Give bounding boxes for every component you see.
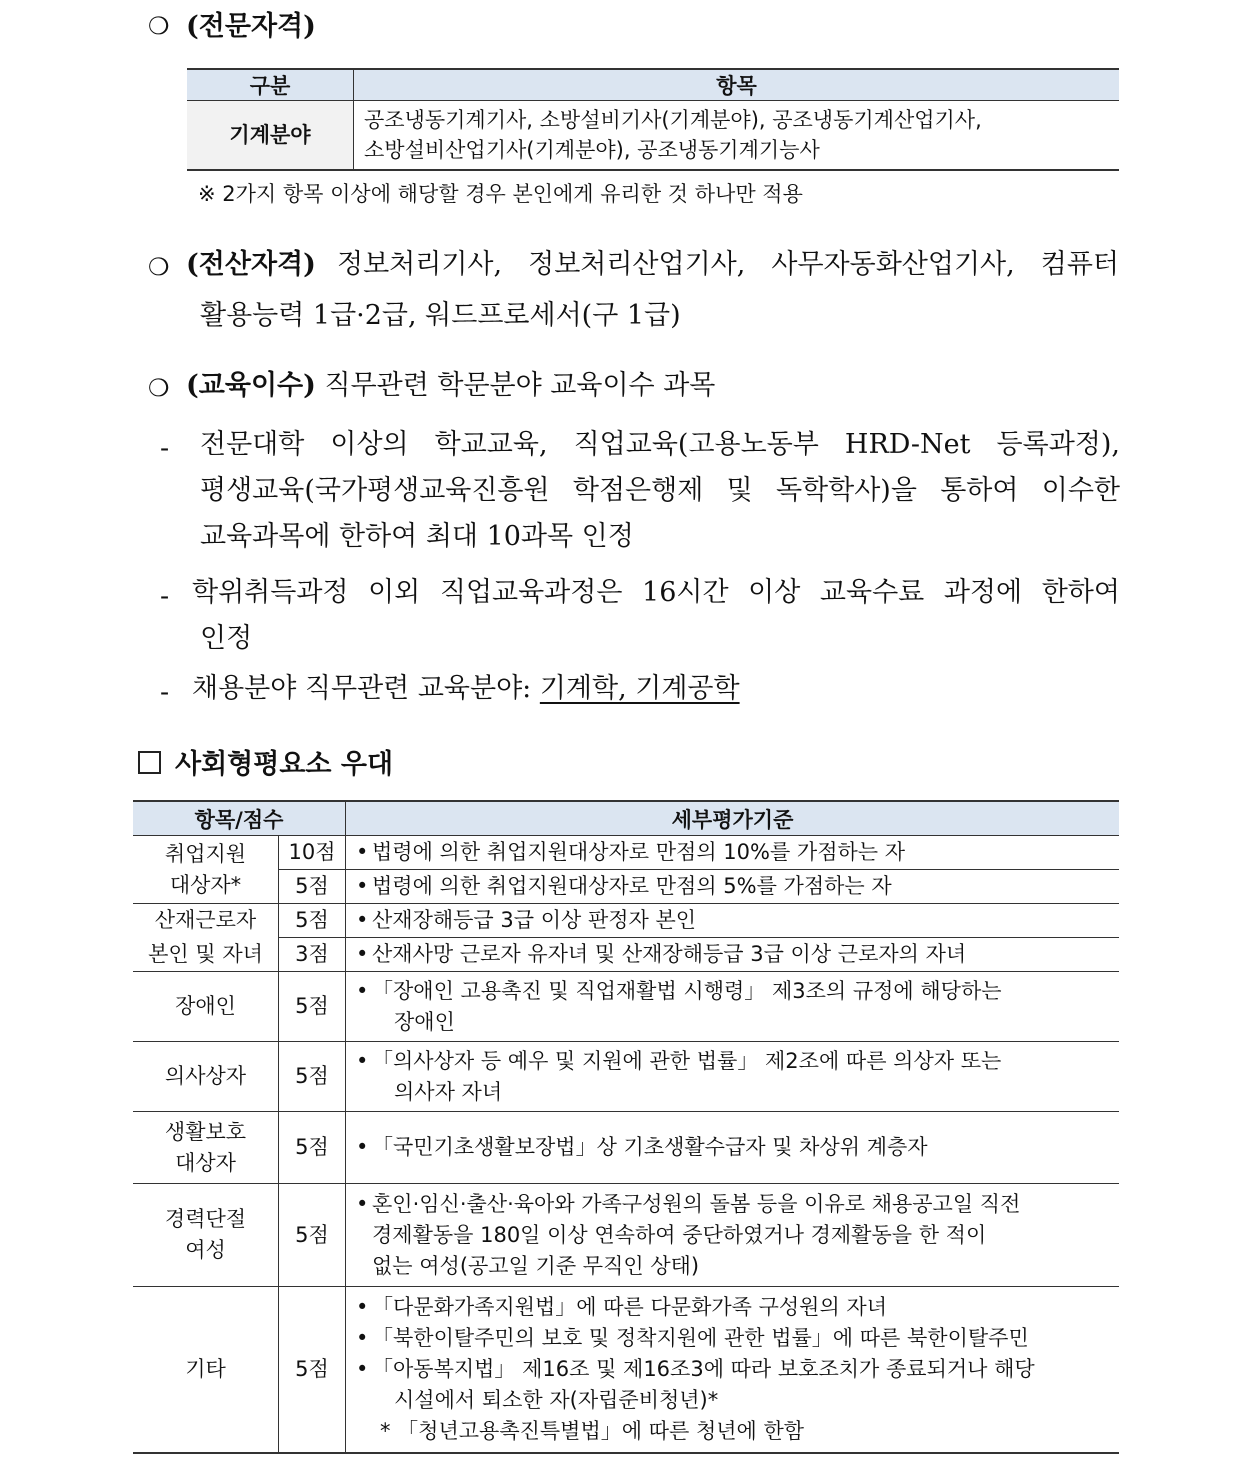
education-item1-line1 [200,420,1120,470]
row-category: 기계분야 [187,101,354,171]
criteria-text: 「장애인 고용촉진 및 직업재활법 시행령」 제3조의 규정에 해당하는 [372,978,1002,1003]
score: 3점 [279,938,346,972]
score: 5점 [279,1287,346,1453]
score: 5점 [279,870,346,904]
word: 평생교육(국가평생교육진흥원 [200,475,550,506]
category-livelihood [133,1112,279,1184]
criteria [346,938,1120,972]
word: 이상 [748,577,801,608]
category-employment-support [133,836,279,904]
category-industrial-accident: 산재근로자 [133,904,279,938]
word: 정보처리산업기사, [528,249,746,280]
criteria-text: 산재사망 근로자 유자녀 및 산재장해등급 3급 이상 근로자의 자녀 [372,942,967,966]
word: 학위취득과정 [192,577,349,608]
social-equity-heading [138,742,393,781]
word: 직업교육(고용노동부 [573,429,819,460]
criteria [346,1042,1120,1112]
word: 독학학사)을 [775,475,917,506]
word: 사무자동화산업기사, [771,249,1015,280]
social-equity-table [133,800,1119,1454]
specialist-qualification-table [187,68,1119,171]
score: 5점 [279,1112,346,1184]
criteria [346,1287,1120,1453]
row-items-line: 공조냉동기계기사, 소방설비기사(기계분야), 공조냉동기계산업기사, [364,108,982,132]
education-item2-line2: 인정 [200,623,253,654]
criteria-text: 「북한이탈주민의 보호 및 정착지원에 관한 법률」에 따른 북한이탈주민 [372,1325,1029,1350]
bullet-dot: • [356,1135,369,1159]
table-row [133,1112,1119,1184]
category-line: 경력단절 [164,1207,247,1231]
education-item1-line3: 교육과목에 한하여 최대 10과목 인정 [200,521,634,552]
category-line: 대상자* [169,872,242,897]
table-row [133,972,1119,1042]
criteria-text: 법령에 의한 취업지원대상자로 만점의 10%를 가점하는 자 [372,840,906,864]
criteria [346,972,1120,1042]
bullet-dot: • [356,942,369,966]
education-item1-line2 [200,466,1120,516]
computing-line1 [337,240,1119,290]
dash-bullet: - [160,433,170,464]
score: 5점 [279,1042,346,1112]
score: 5점 [279,972,346,1042]
score: 5점 [279,1184,346,1287]
row-items [354,101,1120,171]
bullet-dot: • [356,1191,369,1216]
specialist-note: ※ 2가지 항목 이상에 해당할 경우 본인에게 유리한 것 하나만 적용 [198,182,803,206]
word: 이수한 [1041,475,1120,506]
circle-bullet-icon: ❍ [148,12,170,40]
word: 16시간 [642,577,729,608]
word: 등록과정), [996,429,1120,460]
criteria-text: 「의사상자 등 예우 및 지원에 관한 법률」 제2조에 따른 의상자 또는 [372,1048,1002,1073]
criteria-text: 시설에서 퇴소한 자(자립준비청년)* [394,1387,719,1412]
education-item2-line1 [192,568,1120,618]
circle-bullet-icon: ❍ [148,253,170,281]
category-righteous: 의사상자 [133,1042,279,1112]
criteria-text: 의사자 자녀 [394,1079,503,1104]
word: 직업교육과정은 [439,577,623,608]
header-criteria: 세부평가기준 [346,801,1120,836]
table-row [133,836,1119,870]
table-row [187,101,1119,171]
word: 이외 [368,577,421,608]
bullet-dot: • [356,1294,369,1319]
table-row [133,1042,1119,1112]
category-other: 기타 [133,1287,279,1453]
word: 이상의 [330,429,409,460]
word: 학교교육, [434,429,548,460]
word: 정보처리기사, [337,249,503,280]
checkbox-square-icon [138,751,161,774]
table-row [133,904,1119,938]
criteria-text: 산재장해등급 3급 이상 판정자 본인 [372,908,697,932]
education-heading: (교육이수) 직무관련 학문분야 교육이수 과목 [186,370,716,401]
category-disabled: 장애인 [133,972,279,1042]
criteria [346,1184,1120,1287]
criteria-note: * 「청년고용촉진특별법」에 따른 청년에 한함 [380,1418,805,1443]
score: 5점 [279,904,346,938]
computing-heading: (전산자격) [186,249,316,280]
table-header-row [133,801,1119,836]
circle-bullet-icon: ❍ [148,374,170,402]
social-equity-heading-text: 사회형평요소 우대 [175,749,394,780]
criteria [346,836,1120,870]
criteria-text: 「아동복지법」 제16조 및 제16조3에 따라 보호조치가 종료되거나 해당 [372,1356,1035,1381]
category-line: 여성 [185,1238,226,1262]
criteria [346,1112,1120,1184]
word: 교육수료 [819,577,925,608]
category-line: 대상자 [175,1150,236,1175]
bullet-dot: • [356,978,369,1003]
bullet-dot: • [356,1356,369,1381]
word: 전문대학 [200,429,305,460]
education-field-value: 기계학, 기계공학 [539,673,740,704]
computing-line2: 활용능력 1급·2급, 워드프로세서(구 1급) [200,300,681,331]
word: HRD-Net [844,429,971,460]
bullet-dot: • [356,908,369,932]
header-category: 구분 [187,69,354,101]
table-row [133,1287,1119,1453]
category-line: 취업지원 [164,841,247,866]
header-item-score: 항목/점수 [133,801,346,836]
criteria-text: 법령에 의한 취업지원대상자로 만점의 5%를 가점하는 자 [372,874,892,898]
word: 통하여 [940,475,1019,506]
word: 과정에 [943,577,1023,608]
criteria-text: 없는 여성(공고일 기준 무직인 상태) [372,1253,700,1278]
header-items: 항목 [354,69,1120,101]
criteria [346,870,1120,904]
category-industrial-accident-line2: 본인 및 자녀 [133,938,279,972]
word: 컴퓨터 [1040,249,1119,280]
word: 학점은행제 [572,475,704,506]
score: 10점 [279,836,346,870]
criteria-text: 혼인·임신·출산·육아와 가족구성원의 돌봄 등을 이유로 채용공고일 직전 [372,1191,1021,1216]
education-item3-prefix: 채용분야 직무관련 교육분야: [192,673,532,704]
bullet-dot: • [356,1325,369,1350]
row-items-line: 소방설비산업기사(기계분야), 공조냉동기계기능사 [364,138,820,162]
dash-bullet: - [160,581,170,612]
criteria-text: 「국민기초생활보장법」상 기초생활수급자 및 차상위 계층자 [372,1135,928,1159]
bullet-dot: • [356,1048,369,1073]
criteria [346,904,1120,938]
word: 한하여 [1041,577,1120,608]
bullet-dot: • [356,840,369,864]
category-career-break [133,1184,279,1287]
criteria-text: 「다문화가족지원법」에 따른 다문화가족 구성원의 자녀 [372,1294,887,1319]
dash-bullet: - [160,677,170,708]
word: 및 [726,475,753,506]
category-line: 생활보호 [164,1119,247,1144]
bullet-dot: • [356,874,369,898]
table-row [133,938,1119,972]
table-row [133,870,1119,904]
specialist-heading: (전문자격) [186,11,316,42]
criteria-text: 경제활동을 180일 이상 연속하여 중단하였거나 경제활동을 한 적이 [372,1222,987,1247]
criteria-text: 장애인 [394,1009,455,1034]
table-row [133,1184,1119,1287]
table-header-row [187,69,1119,101]
education-item3 [192,664,740,714]
